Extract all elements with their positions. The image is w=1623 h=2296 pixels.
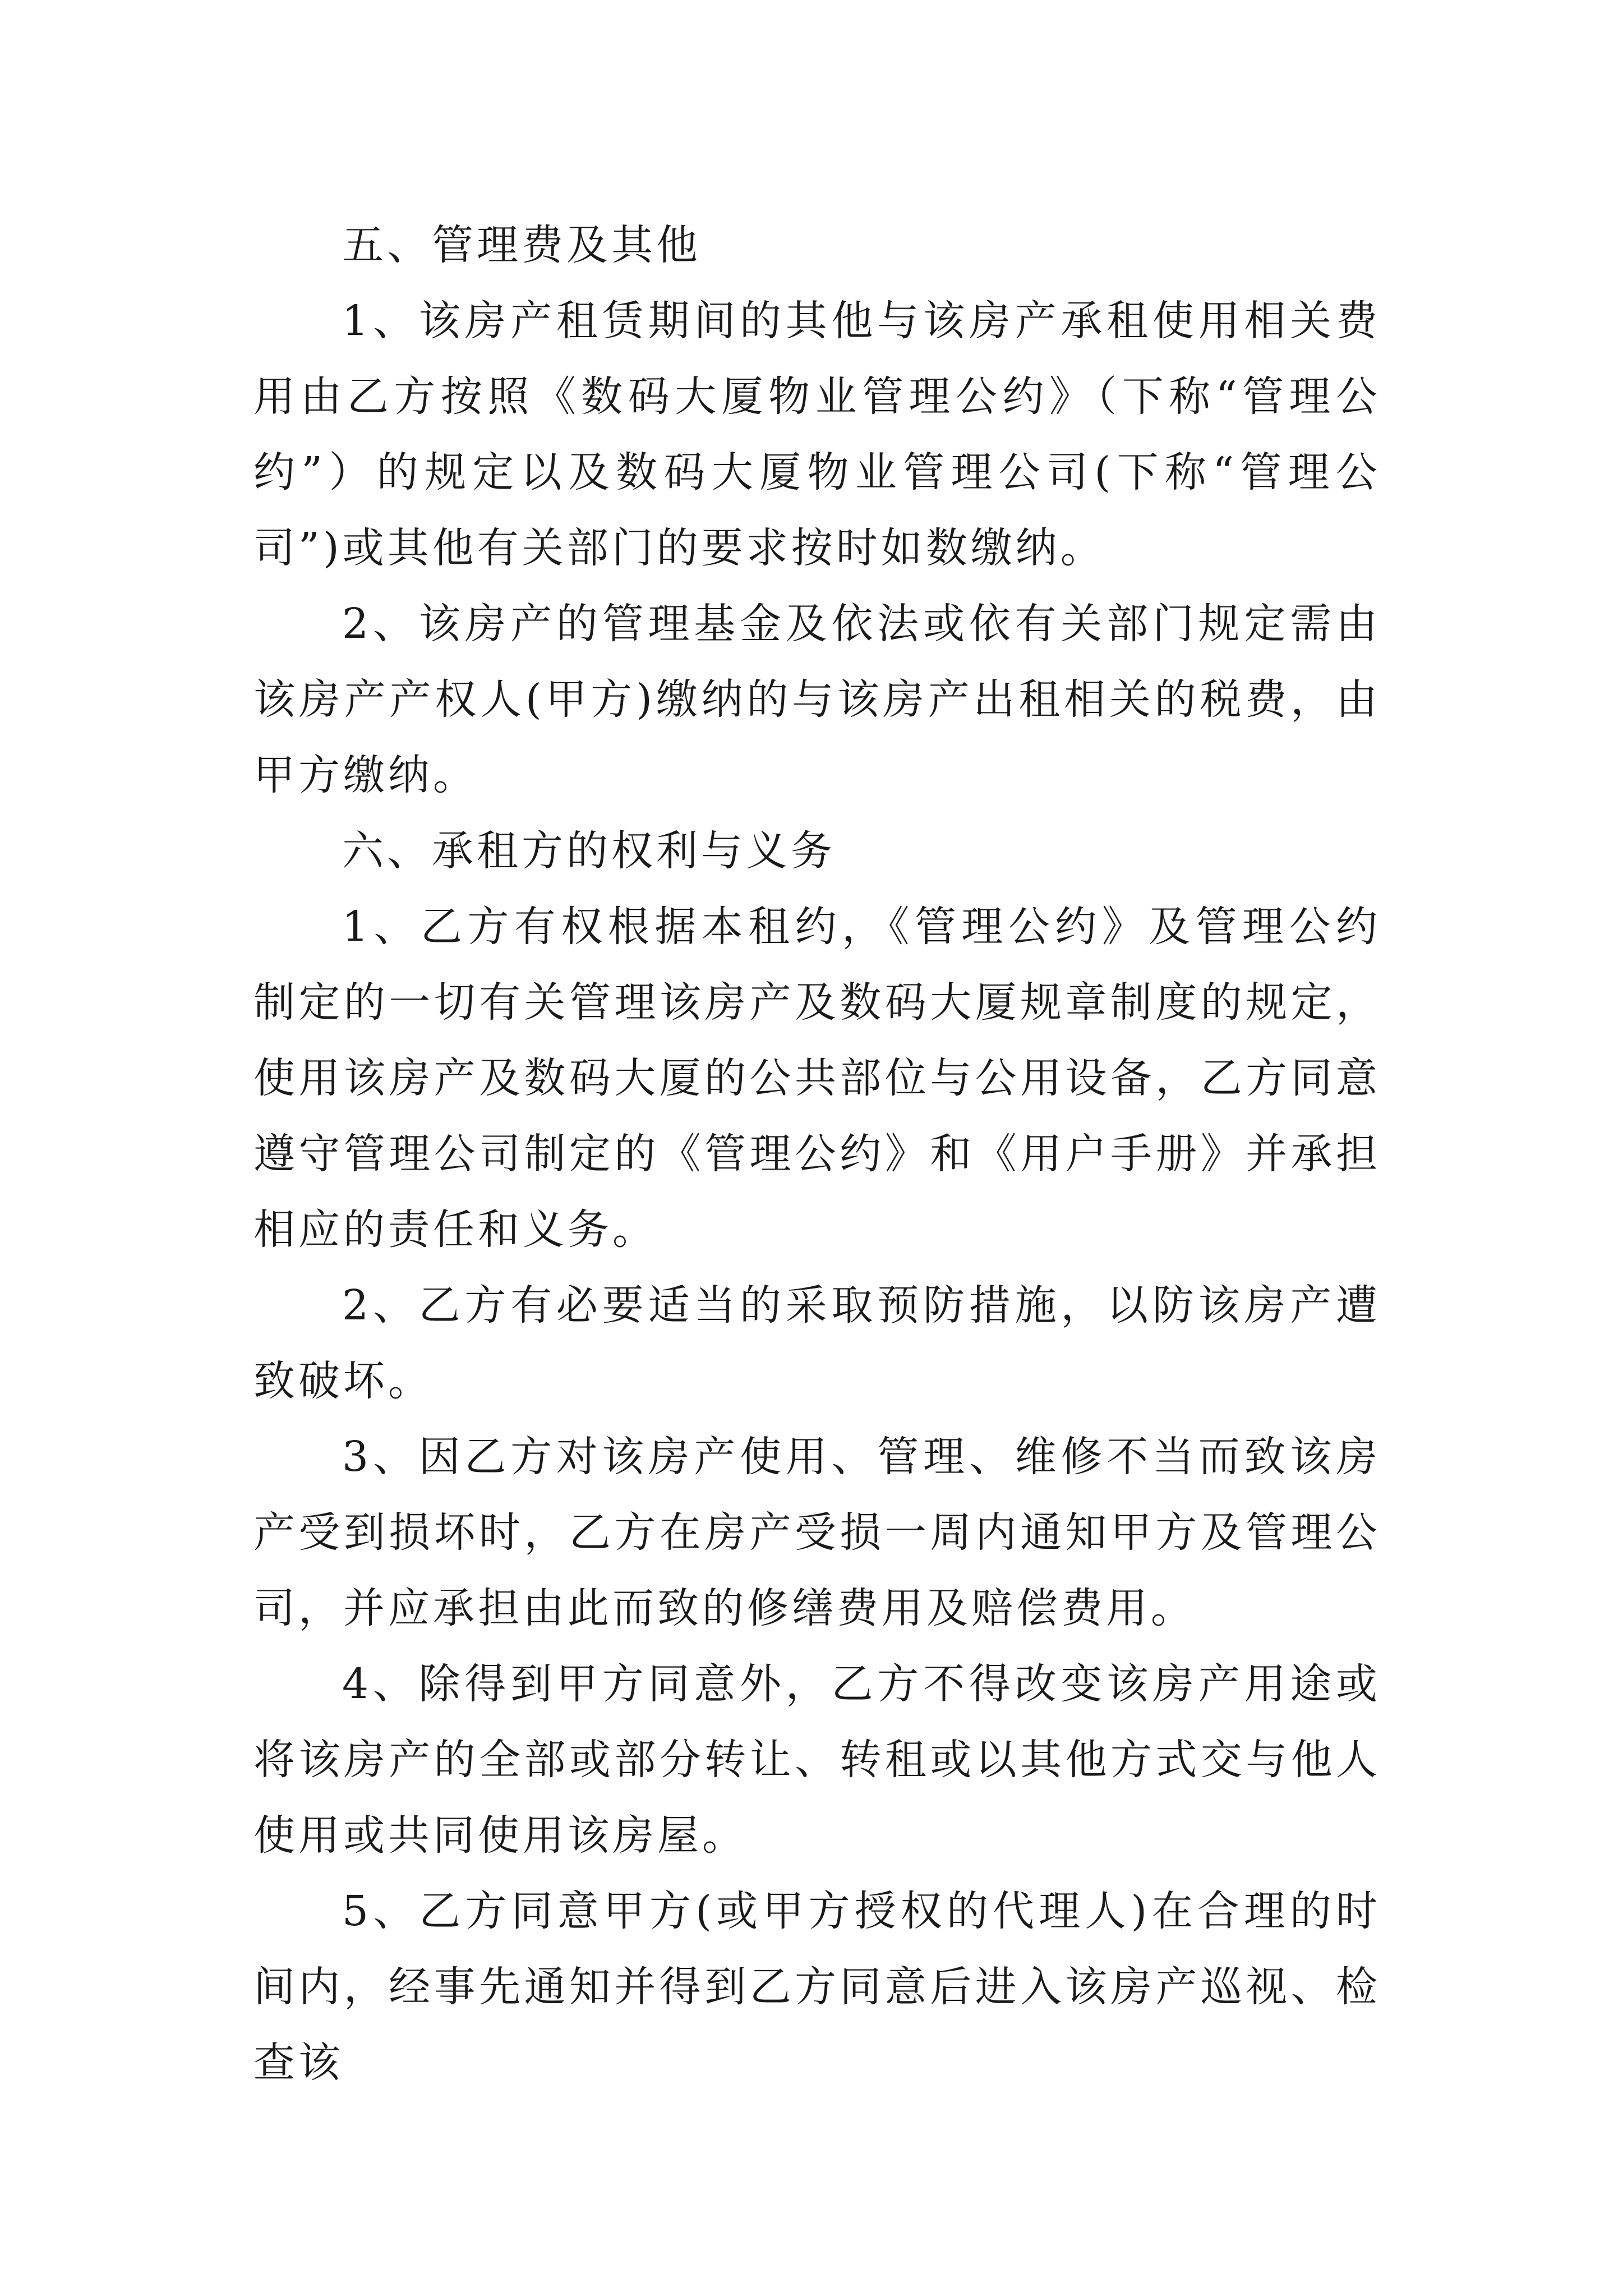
clause-5-2: 2、该房产的管理基金及依法或依有关部门规定需由该房产产权人(甲方)缴纳的与该房产出租相关的税费，由甲方缴纳。	[253, 600, 1381, 799]
clause-5-1: 1、该房产租赁期间的其他与该房产承租使用相关费用由乙方按照《数码大厦物业管理公约》（下称“管理公约”）的规定以及数码大厦物业管理公司(下称“管理公司”)或其他有关部门的要求按时如数缴纳。	[253, 297, 1381, 572]
clause-6-3: 3、因乙方对该房产使用、管理、维修不当而致该房产受到损坏时，乙方在房产受损一周内通知甲方及管理公司，并应承担由此而致的修缮费用及赔偿费用。	[253, 1433, 1381, 1632]
section-heading-tenant-rights: 六、承租方的权利与义务	[342, 827, 836, 875]
document-body	[253, 208, 1381, 2101]
clause-6-1: 1、乙方有权根据本租约，《管理公约》及管理公约制定的一切有关管理该房产及数码大厦规章制度的规定，使用该房产及数码大厦的公共部位与公用设备，乙方同意遵守管理公司制定的《管理公约》和《用户手册》并承担相应的责任和义务。	[253, 903, 1381, 1254]
clause-6-4: 4、除得到甲方同意外，乙方不得改变该房产用途或将该房产的全部或部分转让、转租或以其他方式交与他人使用或共同使用该房屋。	[253, 1660, 1381, 1860]
clause-6-2: 2、乙方有必要适当的采取预防措施，以防该房产遭致破坏。	[253, 1281, 1381, 1405]
section-heading-management-fees: 五、管理费及其他	[342, 221, 701, 269]
clause-6-5: 5、乙方同意甲方(或甲方授权的代理人)在合理的时间内，经事先通知并得到乙方同意后进入该房产巡视、检查该	[253, 1887, 1381, 2087]
